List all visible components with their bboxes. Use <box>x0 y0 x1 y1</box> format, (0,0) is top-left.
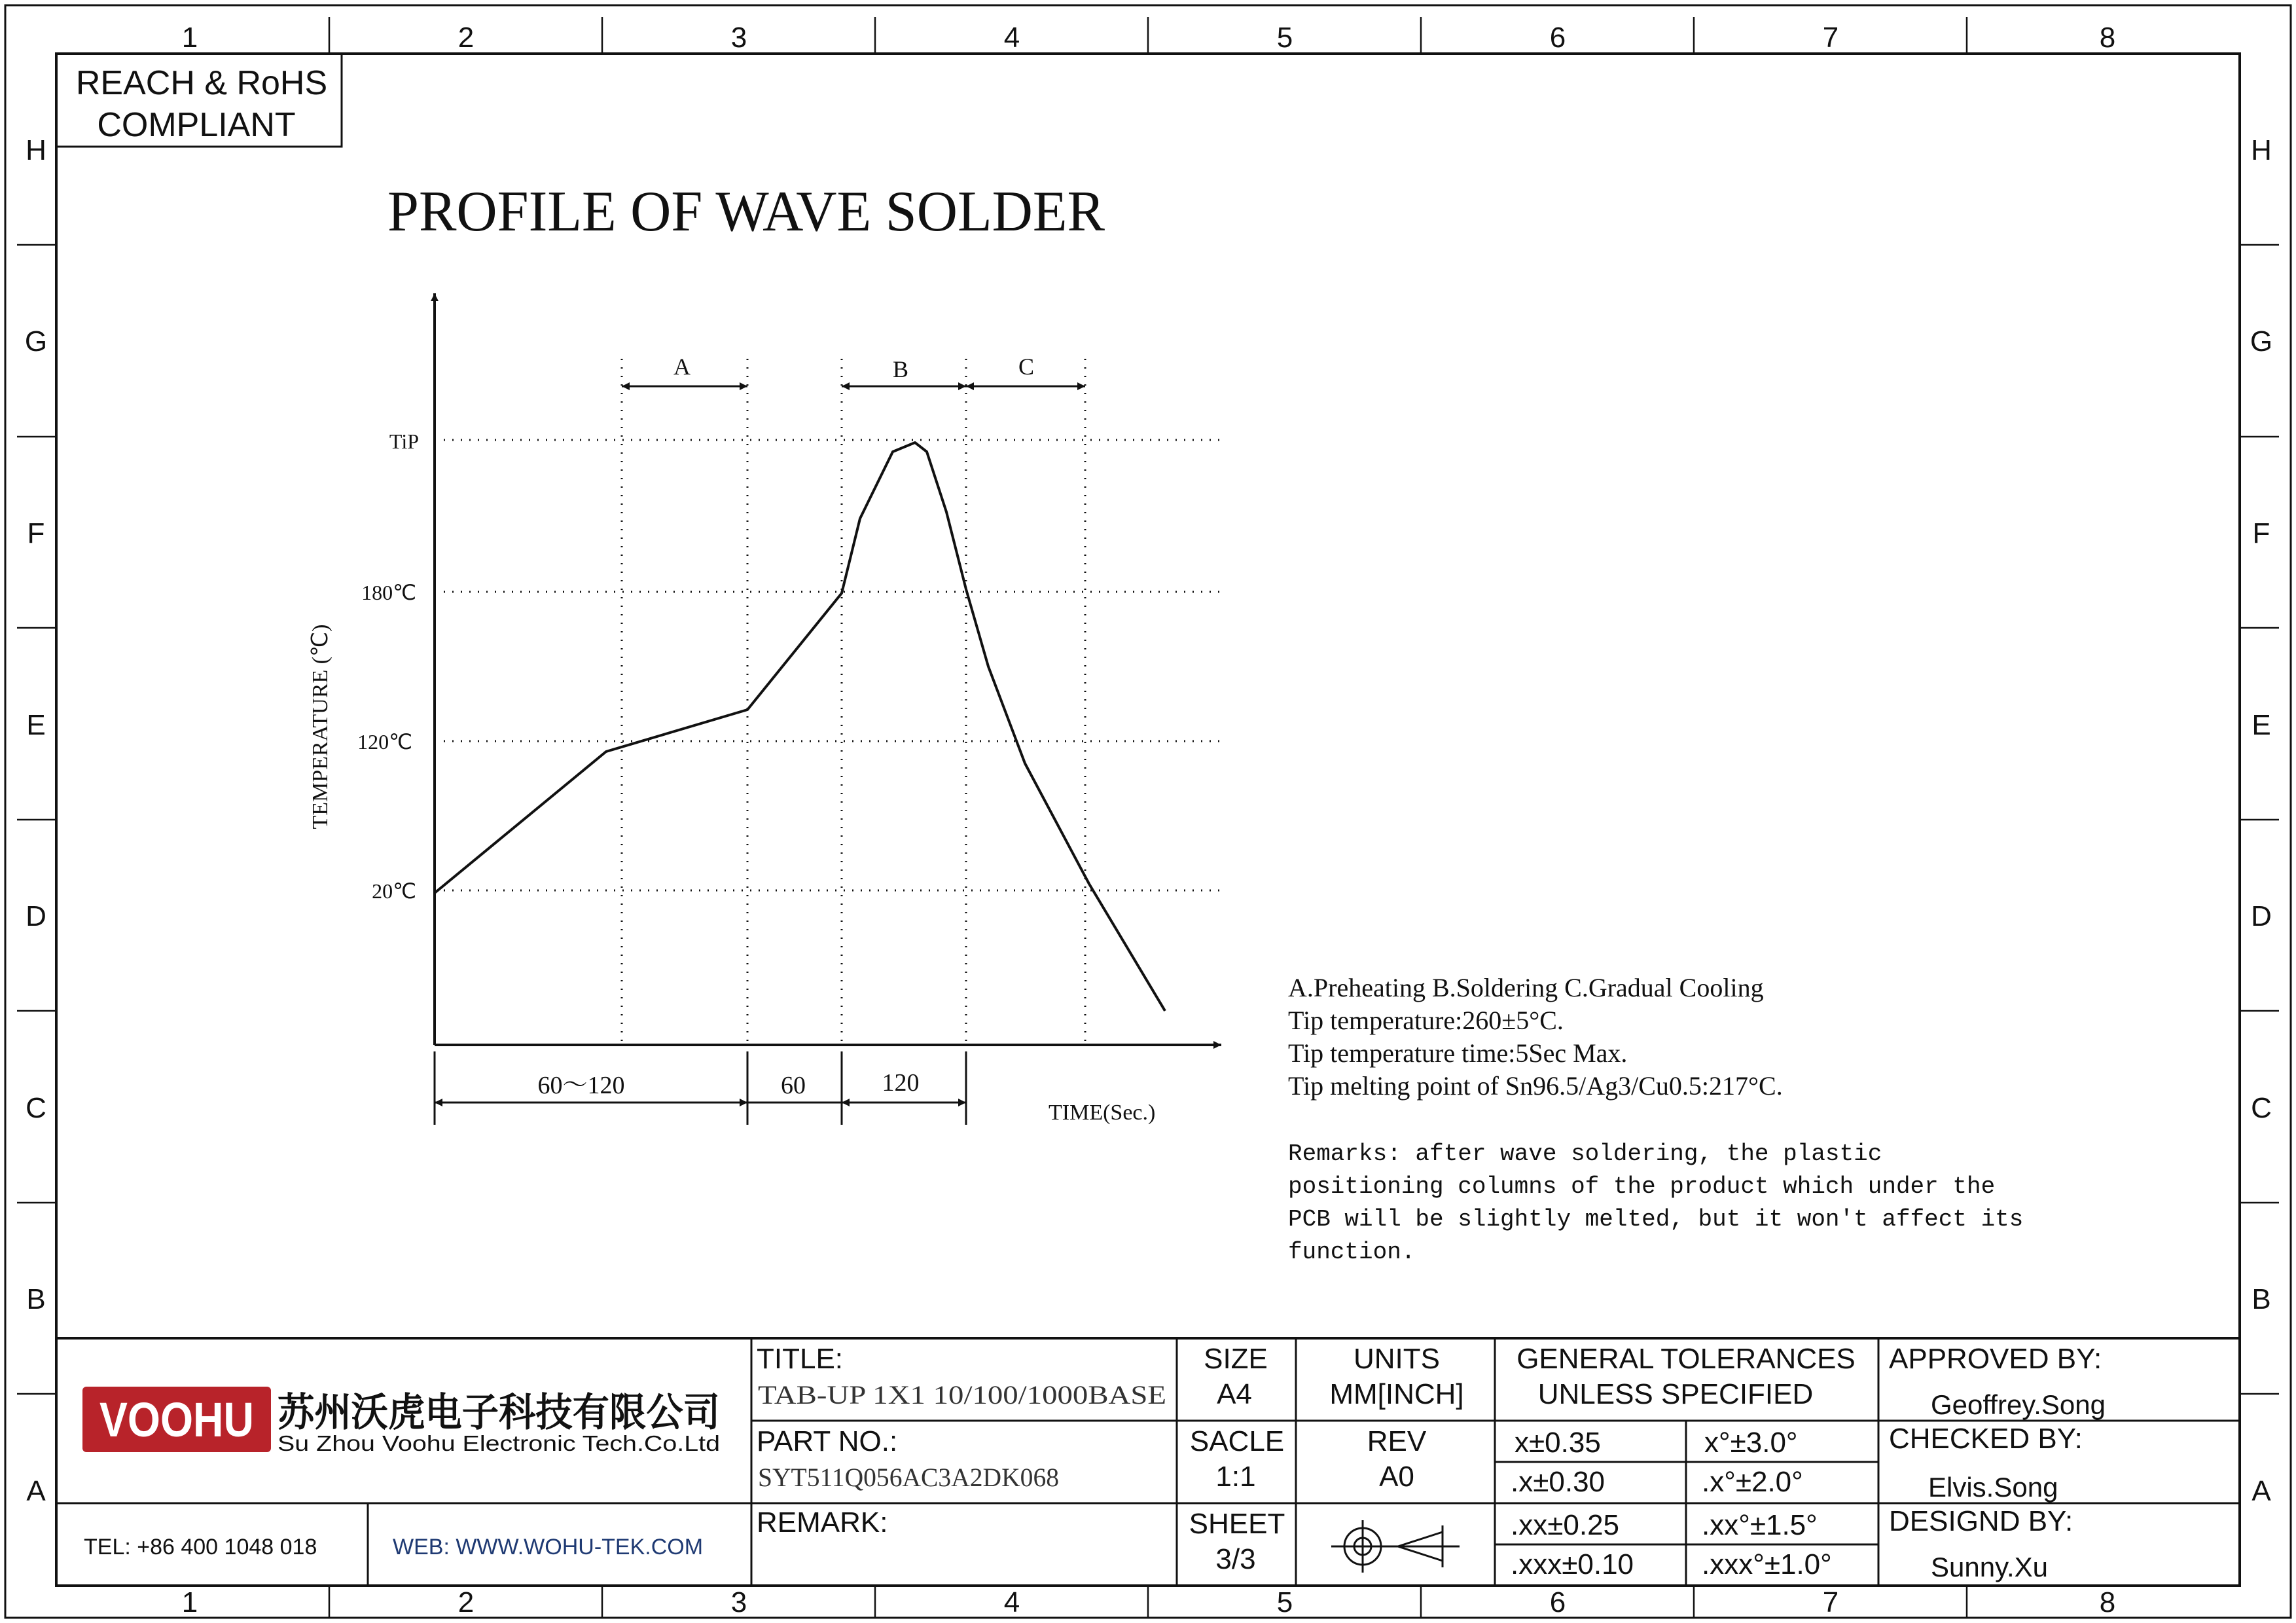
checked-by-label: CHECKED BY: <box>1889 1423 2083 1455</box>
row-letter: E <box>26 709 46 741</box>
scale-value: 1:1 <box>1215 1461 1256 1493</box>
sheet-frame <box>5 5 2291 1618</box>
note-line: Tip temperature:260±5°C. <box>1288 1006 1564 1035</box>
tel-number: TEL: +86 400 1048 018 <box>84 1535 317 1559</box>
row-letter: F <box>27 517 45 549</box>
row-letter: D <box>2251 900 2272 932</box>
remark-line: PCB will be slightly melted, but it won't affect its <box>1288 1206 2024 1233</box>
col-number: 2 <box>457 1586 475 1618</box>
approved-by-label: APPROVED BY: <box>1889 1343 2102 1375</box>
y-tick-label: 20℃ <box>372 879 416 903</box>
row-letter: A <box>2251 1475 2271 1507</box>
col-number: 4 <box>1003 22 1020 54</box>
rev-label: REV <box>1367 1425 1427 1457</box>
y-tick-label: 180℃ <box>361 581 416 604</box>
title-label: TITLE: <box>757 1343 844 1375</box>
y-tick-label: 120℃ <box>357 730 412 754</box>
remark-line: Remarks: after wave soldering, the plastic <box>1288 1140 1882 1167</box>
col-number: 5 <box>1276 22 1293 54</box>
zone-label-c: C <box>1018 354 1035 380</box>
horizontal-guides <box>444 440 1221 890</box>
row-letter: H <box>26 134 46 166</box>
row-letter: E <box>2251 709 2271 741</box>
x-axis-label: TIME(Sec.) <box>1049 1101 1156 1125</box>
time-dimension-label: 60 <box>781 1072 806 1099</box>
row-letter: D <box>26 900 46 932</box>
tolerance-header: GENERAL TOLERANCES <box>1516 1343 1856 1375</box>
tolerance-angular: x°±3.0° <box>1704 1427 1798 1459</box>
y-tick-label: TiP <box>389 429 419 453</box>
projection-symbol-icon <box>1331 1520 1460 1573</box>
row-letter: A <box>26 1475 46 1507</box>
compliance-line-2: COMPLIANT <box>97 106 296 144</box>
compliance-line-1: REACH & RoHS <box>75 64 328 102</box>
scale-label: SACLE <box>1189 1425 1285 1457</box>
col-number: 8 <box>2099 22 2116 54</box>
row-letter: C <box>2251 1092 2272 1124</box>
col-number: 7 <box>1822 22 1839 54</box>
sheet-value: 3/3 <box>1215 1543 1256 1575</box>
remarks-block <box>1288 1140 2023 1266</box>
note-line: A.Preheating B.Soldering C.Gradual Cooling <box>1288 973 1764 1002</box>
row-letter: B <box>26 1283 46 1315</box>
note-line: Tip temperature time:5Sec Max. <box>1288 1038 1628 1068</box>
checked-by-value: Elvis.Song <box>1928 1472 2058 1503</box>
row-letter: H <box>2251 134 2272 166</box>
title-value: TAB-UP 1X1 10/100/1000BASE <box>758 1380 1166 1410</box>
zone-label-b: B <box>892 356 909 382</box>
row-letter: C <box>26 1092 46 1124</box>
tolerance-linear: .x±0.30 <box>1511 1466 1605 1498</box>
row-letter: B <box>2251 1283 2271 1315</box>
title-block-grid <box>56 1338 2240 1586</box>
remark-line: positioning columns of the product which under the <box>1288 1173 1996 1200</box>
tolerance-angular: .xxx°±1.0° <box>1702 1548 1832 1580</box>
tolerance-angular: .xx°±1.5° <box>1702 1509 1818 1541</box>
tolerance-linear: .xxx±0.10 <box>1511 1548 1634 1580</box>
approved-by-value: Geoffrey.Song <box>1931 1389 2106 1420</box>
row-letter: G <box>2250 325 2273 357</box>
rev-value: A0 <box>1379 1461 1414 1493</box>
size-value: A4 <box>1217 1378 1252 1410</box>
note-line: Tip melting point of Sn96.5/Ag3/Cu0.5:217°C. <box>1288 1071 1783 1101</box>
units-label: UNITS <box>1354 1343 1440 1375</box>
designed-by-value: Sunny.Xu <box>1931 1552 2049 1582</box>
col-number: 5 <box>1276 1586 1293 1618</box>
notes-block <box>1288 973 1783 1101</box>
zone-label-a: A <box>673 354 691 380</box>
tolerance-linear: .xx±0.25 <box>1511 1509 1620 1541</box>
remark-line: function. <box>1288 1239 1416 1266</box>
col-number: 1 <box>181 22 198 54</box>
designed-by-label: DESIGND BY: <box>1889 1505 2073 1537</box>
remark-label: REMARK: <box>757 1506 888 1539</box>
drawing-title: PROFILE OF WAVE SOLDER <box>387 180 1105 244</box>
company-name-cn: 苏州沃虎电子科技有限公司 <box>278 1391 720 1434</box>
col-number: 6 <box>1549 22 1566 54</box>
part-no-label: PART NO.: <box>757 1425 898 1457</box>
tolerance-linear: x±0.35 <box>1515 1427 1601 1459</box>
row-letter: F <box>2252 517 2270 549</box>
size-label: SIZE <box>1204 1343 1268 1375</box>
sheet-label: SHEET <box>1189 1508 1285 1540</box>
col-number: 6 <box>1549 1586 1566 1618</box>
company-name-en: Su Zhou Voohu Electronic Tech.Co.Ltd <box>278 1431 720 1455</box>
temperature-curve <box>435 443 1165 1011</box>
col-number: 2 <box>457 22 475 54</box>
zone-ticks <box>17 17 2279 1618</box>
col-number: 7 <box>1822 1586 1839 1618</box>
tolerance-angular: .x°±2.0° <box>1702 1466 1803 1498</box>
col-number: 3 <box>730 22 747 54</box>
col-number: 4 <box>1003 1586 1020 1618</box>
tolerance-header: UNLESS SPECIFIED <box>1537 1378 1814 1410</box>
profile-graph <box>308 293 1221 1125</box>
time-dimension-label: 120 <box>882 1069 920 1097</box>
col-number: 3 <box>730 1586 747 1618</box>
time-dimension-label: 60～120 <box>537 1072 625 1099</box>
web-url: WEB: WWW.WOHU-TEK.COM <box>393 1535 704 1559</box>
col-number: 8 <box>2099 1586 2116 1618</box>
units-value: MM[INCH] <box>1329 1378 1464 1410</box>
col-number: 1 <box>181 1586 198 1618</box>
row-letter: G <box>24 325 48 357</box>
voohu-logo-text: VOOHU <box>99 1393 254 1447</box>
vertical-guides <box>622 359 1085 1042</box>
part-no-value: SYT511Q056AC3A2DK068 <box>758 1463 1059 1492</box>
y-axis-label: TEMPERATURE (℃) <box>308 624 332 830</box>
